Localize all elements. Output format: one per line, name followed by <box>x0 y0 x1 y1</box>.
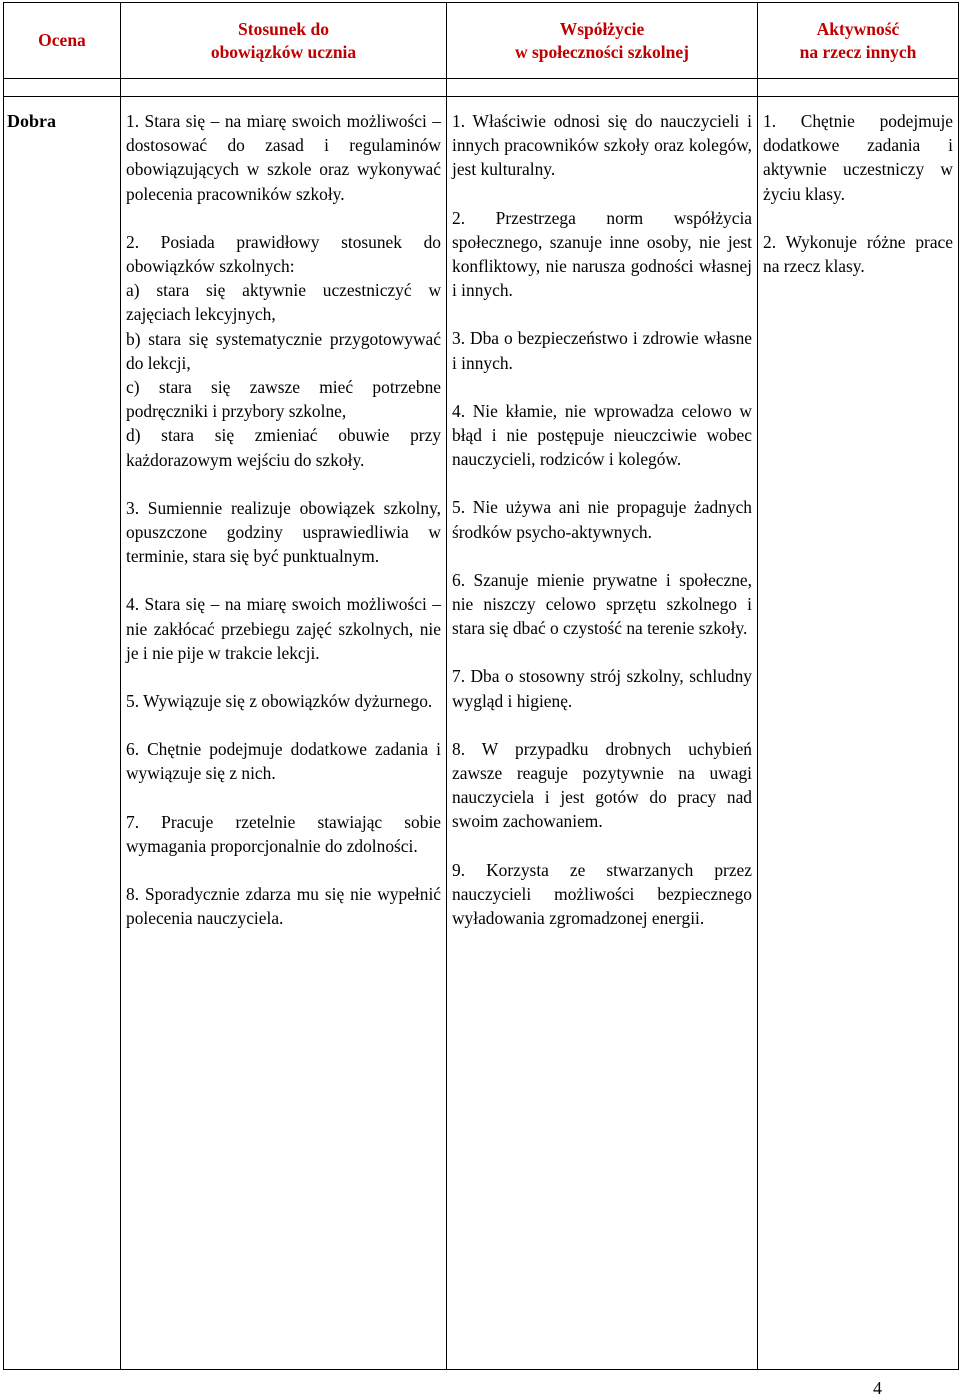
table-header-row <box>4 3 959 79</box>
header-community-line2: w społeczności szkolnej <box>514 41 690 62</box>
header-community-line1: Współżycie <box>559 18 645 39</box>
duty-item-6: 6. Chętnie podejmuje dodatkowe zadania i wywiązuje się z nich. <box>126 739 441 784</box>
duty-sub-c: c) stara się zawsze mieć potrzebne podręczniki i przybory szkolne, <box>126 377 441 422</box>
community-cell <box>447 97 758 1370</box>
header-community <box>447 3 758 79</box>
duty-sub-d: d) stara się zmieniać obuwie przy każdorazowym wejściu do szkoły. <box>126 425 441 470</box>
duty-item-2-text: 2. Posiada prawidłowy stosunek do obowiązków szkolnych: <box>126 231 441 277</box>
community-item-2: 2. Przestrzega norm współżycia społecznego, szanuje inne osoby, nie jest konfliktowy, nie narusza godności własnej i innych. <box>452 207 752 301</box>
header-duties-line2: obowiązków ucznia <box>210 41 357 62</box>
community-item-9: 9. Korzysta ze stwarzanych przez nauczycieli możliwości bezpiecznego wyładowania zgromadzonej energii. <box>452 859 752 929</box>
community-item-8: 8. W przypadku drobnych uchybień zawsze reaguje pozytywnie na uwagi nauczyciela i jest gotów do pracy nad swoim zachowaniem. <box>452 738 752 832</box>
community-item-1: 1. Właściwie odnosi się do nauczycieli i innych pracowników szkoły oraz kolegów, jest kulturalny. <box>452 111 752 180</box>
community-item-7: 7. Dba o stosowny strój szkolny, schludny wygląd i higienę. <box>452 666 752 711</box>
table-spacer-row <box>4 79 959 97</box>
duty-item-1: 1. Stara się – na miarę swoich możliwości – dostosować do zasad i regulaminów obowiązujących w szkole oraz wykonywać polecenia pracowników szkoły. <box>126 111 441 204</box>
spacer-cell <box>447 79 758 97</box>
header-grade-label: Ocena <box>38 30 86 50</box>
duty-item-3: 3. Sumiennie realizuje obowiązek szkolny, opuszczone godziny usprawiedliwia w terminie, stara się być punktualnym. <box>126 497 441 567</box>
community-item-3: 3. Dba o bezpieczeństwo i zdrowie własne i innych. <box>452 328 752 373</box>
activity-cell <box>758 97 959 1370</box>
behavior-grading-table <box>3 2 959 1370</box>
community-item-6: 6. Szanuje mienie prywatne i społeczne, nie niszczy celowo sprzętu szkolnego i stara się dbać o czystość na terenie szkoły. <box>452 569 752 639</box>
spacer-cell <box>758 79 959 97</box>
community-item-4: 4. Nie kłamie, nie wprowadza celowo w błąd i nie postępuje nieuczciwie wobec nauczycieli, rodziców i kolegów. <box>452 400 752 470</box>
grade-cell <box>4 97 121 1370</box>
duty-sub-b: b) stara się systematycznie przygotowywać do lekcji, <box>126 328 441 373</box>
header-grade <box>4 3 121 79</box>
header-activity-line1: Aktywność <box>816 18 900 39</box>
duty-item-5: 5. Wywiązuje się z obowiązków dyżurnego. <box>126 691 433 712</box>
activity-item-2: 2. Wykonuje różne prace na rzecz klasy. <box>763 231 953 277</box>
header-activity-line2: na rzecz innych <box>799 41 917 62</box>
duty-item-8: 8. Sporadycznie zdarza mu się nie wypełnić polecenia nauczyciela. <box>126 884 441 929</box>
header-duties-line1: Stosunek do <box>238 18 329 39</box>
table-row-dobra <box>4 97 959 1370</box>
duty-item-7: 7. Pracuje rzetelnie stawiając sobie wymagania proporcjonalnie do zdolności. <box>126 811 441 856</box>
duty-item-4: 4. Stara się – na miarę swoich możliwości – nie zakłócać przebiegu zajęć szkolnych, nie je i nie pije w trakcie lekcji. <box>126 594 441 663</box>
duty-item-2 <box>126 230 441 472</box>
activity-item-1: 1. Chętnie podejmuje dodatkowe zadania i aktywnie uczestniczy w życiu klasy. <box>763 111 953 204</box>
spacer-cell <box>4 79 121 97</box>
duties-cell <box>121 97 447 1370</box>
header-activity <box>758 3 959 79</box>
duty-sub-a: a) stara się aktywnie uczestniczyć w zajęciach lekcyjnych, <box>126 280 441 325</box>
grade-label: Dobra <box>7 111 56 131</box>
header-duties <box>121 3 447 79</box>
spacer-cell <box>121 79 447 97</box>
page-number: 4 <box>873 1378 882 1398</box>
community-item-5: 5. Nie używa ani nie propaguje żadnych środków psycho-aktywnych. <box>452 497 752 542</box>
